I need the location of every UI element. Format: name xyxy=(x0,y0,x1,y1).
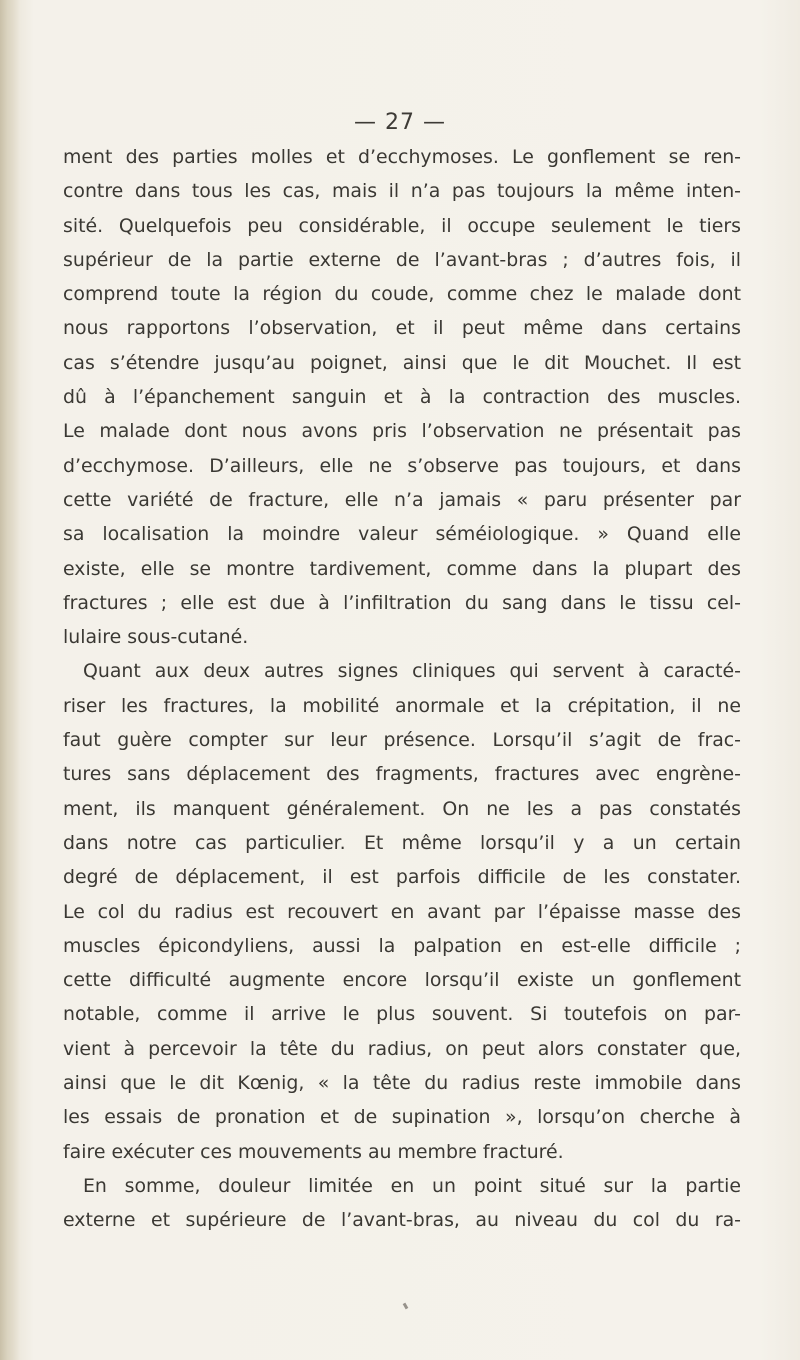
text-line: faut guère compter sur leur présence. Lorsqu’il s’agit de frac- xyxy=(63,729,741,752)
text-line: sa localisation la moindre valeur séméiologique. » Quand elle xyxy=(63,523,741,546)
text-line: ainsi que le dit Kœnig, « la tête du radius reste immobile dans xyxy=(63,1072,741,1095)
text-line: ment des parties molles et d’ecchymoses. Le gonflement se ren- xyxy=(63,146,741,168)
page-binding-shadow xyxy=(0,0,20,1360)
text-line: ment, ils manquent généralement. On ne les a pas constatés xyxy=(63,797,741,820)
text-line: fractures ; elle est due à l’infiltration du sang dans le tissu cel- xyxy=(63,591,741,614)
page-number: — 27 — xyxy=(354,110,446,135)
text-line: Le col du radius est recouvert en avant par l’épaisse masse des xyxy=(63,900,741,923)
text-line: tures sans déplacement des fragments, fractures avec engrène- xyxy=(63,763,741,786)
paper-speck xyxy=(403,1303,409,1310)
text-line: d’ecchymose. D’ailleurs, elle ne s’observe pas toujours, et dans xyxy=(63,454,741,477)
text-line: cas s’étendre jusqu’au poignet, ainsi que le dit Mouchet. Il est xyxy=(63,351,741,374)
text-line: externe et supérieure de l’avant-bras, au niveau du col du ra- xyxy=(63,1209,741,1232)
text-line: comprend toute la région du coude, comme chez le malade dont xyxy=(63,283,741,306)
text-line: existe, elle se montre tardivement, comme dans la plupart des xyxy=(63,557,741,580)
text-line: lulaire sous-cutané. xyxy=(63,626,249,649)
text-line: Le malade dont nous avons pris l’observation ne présentait pas xyxy=(63,420,741,443)
text-line: cette difficulté augmente encore lorsqu’il existe un gonflement xyxy=(63,969,741,992)
text-line: muscles épicondyliens, aussi la palpation en est-elle difficile ; xyxy=(63,934,741,957)
text-line: notable, comme il arrive le plus souvent. Si toutefois on par- xyxy=(63,1003,741,1026)
text-line: faire exécuter ces mouvements au membre fracturé. xyxy=(63,1140,564,1163)
text-line: cette variété de fracture, elle n’a jamais « paru présenter par xyxy=(63,488,741,511)
text-line: sité. Quelquefois peu considérable, il occupe seulement le tiers xyxy=(63,214,741,237)
text-line: dans notre cas particulier. Et même lorsqu’il y a un certain xyxy=(63,831,741,854)
text-line: contre dans tous les cas, mais il n’a pas toujours la même inten- xyxy=(63,180,741,203)
body-text xyxy=(63,140,741,1238)
text-line: En somme, douleur limitée en un point situé sur la partie xyxy=(83,1174,741,1197)
text-line: nous rapportons l’observation, et il peut même dans certains xyxy=(63,317,741,340)
text-line: degré de déplacement, il est parfois difficile de les constater. xyxy=(63,866,741,889)
text-line: dû à l’épanchement sanguin et à la contraction des muscles. xyxy=(63,386,741,409)
text-line: Quant aux deux autres signes cliniques qui servent à caracté- xyxy=(83,660,741,683)
text-line: supérieur de la partie externe de l’avant-bras ; d’autres fois, il xyxy=(63,248,741,271)
text-line: riser les fractures, la mobilité anormale et la crépitation, il ne xyxy=(63,694,741,717)
text-line: vient à percevoir la tête du radius, on peut alors constater que, xyxy=(63,1037,741,1060)
text-line: les essais de pronation et de supination », lorsqu’on cherche à xyxy=(63,1106,741,1129)
